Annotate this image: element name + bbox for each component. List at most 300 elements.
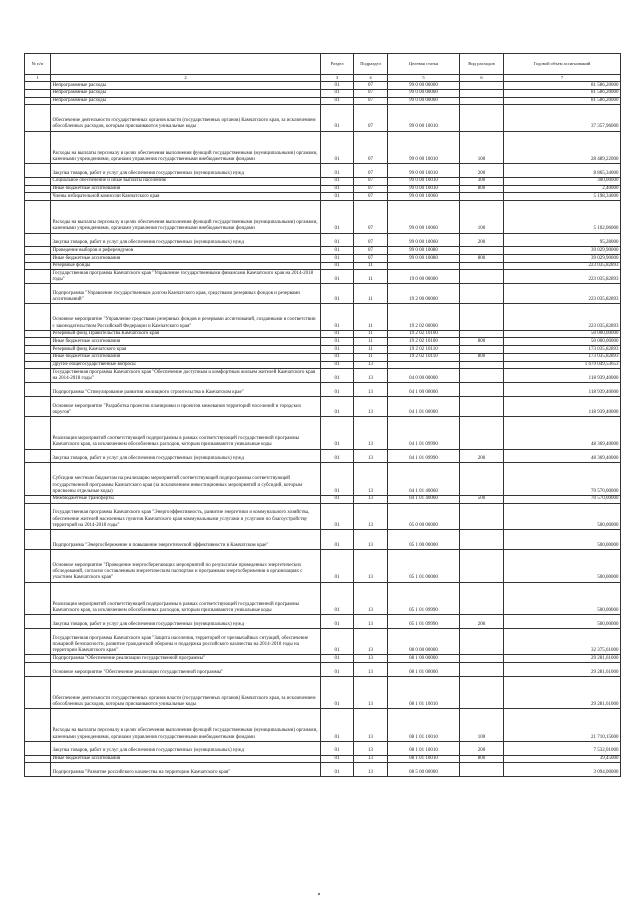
row-razdel-cell: 01: [321, 383, 354, 397]
table-row: [25, 164, 621, 178]
table-row: [25, 655, 621, 663]
row-target-article-cell: 04 1 01 00000: [388, 396, 460, 416]
row-expense-type-cell: [460, 346, 504, 354]
row-name-cell: Расходы на выплаты персоналу в целях обеспечения выполнения функций государственными (муниципальными) органами, казенными учреждениями, органами управления государственными внебюджетными фондами: [51, 201, 321, 234]
row-sum-cell: 50 000,00000: [504, 330, 621, 338]
header-name: [51, 54, 321, 75]
table-row: [25, 233, 621, 247]
row-name-cell: Резервный фонд Камчатского края: [51, 346, 321, 354]
row-target-article-cell: [388, 262, 460, 270]
row-sum-cell: 39,45000: [504, 755, 621, 763]
row-name-cell: Реализация мероприятий соответствующей подпрограммы в рамках соответствующей государственной программы Камчатского края, за исключением обособленных расходов, которым присваиваются уникальные коды: [51, 417, 321, 450]
table-row: [25, 304, 621, 330]
row-target-article-cell: 08 5 00 00000: [388, 763, 460, 777]
row-expense-type-cell: [460, 284, 504, 304]
row-num-cell: [25, 233, 51, 247]
row-razdel-cell: 01: [321, 247, 354, 255]
row-podrazdel-cell: 07: [354, 233, 388, 247]
row-razdel-cell: 01: [321, 177, 354, 185]
row-razdel-cell: 01: [321, 763, 354, 777]
row-target-article-cell: 99 0 00 10060: [388, 233, 460, 247]
row-name-cell: Подпрограмма "Энергосбережение и повышение энергетической эффективности в Камчатском крае": [51, 529, 321, 549]
row-podrazdel-cell: 11: [354, 353, 388, 361]
row-razdel-cell: 01: [321, 353, 354, 361]
row-target-article-cell: 99 0 00 10060: [388, 201, 460, 234]
row-target-article-cell: 08 1 01 10010: [388, 741, 460, 755]
row-sum-cell: 500,00000: [504, 529, 621, 549]
table-row: [25, 346, 621, 354]
row-target-article-cell: 99 0 00 00000: [388, 82, 460, 90]
row-podrazdel-cell: 07: [354, 164, 388, 178]
row-expense-type-cell: [460, 270, 504, 284]
row-razdel-cell: 01: [321, 741, 354, 755]
row-name-cell: Обеспечение деятельности государственных органов власти (государственных органов) Камчатского края, за исключением обособленных расходов, которым присваиваются уникальные коды: [51, 676, 321, 709]
row-sum-cell: 7 532,01000: [504, 741, 621, 755]
row-podrazdel-cell: 13: [354, 741, 388, 755]
row-num-cell: [25, 247, 51, 255]
row-target-article-cell: 08 1 01 00000: [388, 662, 460, 676]
row-num-cell: [25, 164, 51, 178]
row-expense-type-cell: 100: [460, 709, 504, 742]
table-row: [25, 463, 621, 496]
row-sum-cell: 81 586,20000: [504, 89, 621, 97]
row-target-article-cell: [388, 361, 460, 369]
row-num-cell: [25, 338, 51, 346]
row-num-cell: [25, 396, 51, 416]
row-name-cell: Резервные фонды: [51, 262, 321, 270]
table-row: [25, 676, 621, 709]
row-sum-cell: 5 198,34000: [504, 193, 621, 201]
row-num-cell: [25, 676, 51, 709]
row-expense-type-cell: 200: [460, 164, 504, 178]
row-expense-type-cell: [460, 529, 504, 549]
row-razdel-cell: 01: [321, 582, 354, 615]
row-num-cell: [25, 755, 51, 763]
row-expense-type-cell: [460, 330, 504, 338]
row-num-cell: [25, 105, 51, 131]
budget-table: [24, 53, 621, 777]
row-podrazdel-cell: 07: [354, 201, 388, 234]
row-sum-cell: 29 281,61000: [504, 655, 621, 663]
row-expense-type-cell: 200: [460, 615, 504, 629]
row-sum-cell: 48 369,40000: [504, 449, 621, 463]
row-podrazdel-cell: 13: [354, 676, 388, 709]
row-name-cell: Основное мероприятие "Обеспечение реализации государственной программы": [51, 662, 321, 676]
row-sum-cell: 81 586,20000: [504, 82, 621, 90]
table-row: [25, 529, 621, 549]
row-podrazdel-cell: 07: [354, 193, 388, 201]
row-sum-cell: 500,00000: [504, 582, 621, 615]
header-razdel: Раздел: [321, 54, 354, 75]
row-target-article-cell: 99 0 00 00000: [388, 97, 460, 105]
row-name-cell: Подпрограмма "Стимулирование развития жилищного строительства в Камчатском крае": [51, 383, 321, 397]
table-row: [25, 361, 621, 369]
row-target-article-cell: 19 2 02 10100: [388, 338, 460, 346]
row-expense-type-cell: [460, 655, 504, 663]
row-podrazdel-cell: 13: [354, 662, 388, 676]
row-razdel-cell: 01: [321, 131, 354, 164]
row-num-cell: [25, 582, 51, 615]
row-name-cell: Члены избирательной комиссии Камчатского края: [51, 193, 321, 201]
row-razdel-cell: 01: [321, 89, 354, 97]
row-expense-type-cell: [460, 463, 504, 496]
row-expense-type-cell: 200: [460, 741, 504, 755]
row-razdel-cell: 01: [321, 503, 354, 529]
row-target-article-cell: 05 1 01 00000: [388, 550, 460, 583]
row-podrazdel-cell: 13: [354, 655, 388, 663]
row-target-article-cell: 19 0 00 00000: [388, 270, 460, 284]
row-sum-cell: 2,40000: [504, 185, 621, 193]
row-expense-type-cell: [460, 97, 504, 105]
row-podrazdel-cell: 07: [354, 185, 388, 193]
col-number: 5: [388, 75, 460, 82]
row-expense-type-cell: [460, 369, 504, 383]
row-name-cell: Закупка товаров, работ и услуг для обеспечения государственных (муниципальных) нужд: [51, 741, 321, 755]
row-sum-cell: 32 375,61000: [504, 628, 621, 654]
row-name-cell: Расходы на выплаты персоналу в целях обеспечения выполнения функций государственными (муниципальными) органами, казенными учреждениями, органами управления государственными внебюджетными фондами: [51, 131, 321, 164]
table-row: [25, 255, 621, 263]
row-name-cell: Резервный фонд Правительства Камчатского края: [51, 330, 321, 338]
row-razdel-cell: 01: [321, 284, 354, 304]
row-num-cell: [25, 449, 51, 463]
row-expense-type-cell: [460, 105, 504, 131]
row-razdel-cell: 01: [321, 463, 354, 496]
column-number-row: [25, 75, 621, 82]
row-target-article-cell: 99 0 00 00000: [388, 89, 460, 97]
row-target-article-cell: 19 2 02 10110: [388, 353, 460, 361]
row-num-cell: [25, 495, 51, 503]
row-num-cell: [25, 503, 51, 529]
row-name-cell: Подпрограмма "Развитие российского казачества на территории Камчатского края": [51, 763, 321, 777]
row-podrazdel-cell: 07: [354, 131, 388, 164]
row-podrazdel-cell: 13: [354, 417, 388, 450]
row-num-cell: [25, 193, 51, 201]
row-sum-cell: 500,00000: [504, 503, 621, 529]
row-name-cell: Непрограммные расходы: [51, 82, 321, 90]
row-sum-cell: 70 570,00000: [504, 463, 621, 496]
row-target-article-cell: 99 0 00 10010: [388, 177, 460, 185]
table-row: [25, 369, 621, 383]
row-razdel-cell: 01: [321, 628, 354, 654]
row-name-cell: Иные бюджетные ассигнования: [51, 353, 321, 361]
row-razdel-cell: 01: [321, 255, 354, 263]
row-num-cell: [25, 82, 51, 90]
table-row: [25, 97, 621, 105]
row-expense-type-cell: [460, 503, 504, 529]
budget-table-sheet: [24, 53, 620, 777]
row-razdel-cell: 01: [321, 495, 354, 503]
row-expense-type-cell: [460, 193, 504, 201]
row-num-cell: [25, 417, 51, 450]
row-name-cell: Непрограммные расходы: [51, 89, 321, 97]
row-target-article-cell: 04 1 01 09990: [388, 417, 460, 450]
row-expense-type-cell: 200: [460, 449, 504, 463]
row-target-article-cell: 05 0 00 00000: [388, 503, 460, 529]
row-sum-cell: 223 035,82893: [504, 304, 621, 330]
row-sum-cell: 223 035,82893: [504, 270, 621, 284]
row-sum-cell: 81 586,20000: [504, 97, 621, 105]
row-num-cell: [25, 655, 51, 663]
row-num-cell: [25, 550, 51, 583]
header-annual-sum: Годовой объем ассигнований: [504, 54, 621, 75]
row-podrazdel-cell: 07: [354, 177, 388, 185]
row-name-cell: Государственная программа Камчатского края "Защита населения, территорий от чрезвычайных ситуаций, обеспечение пожарной безопасности, развитие гражданской обороны и поддержка российского казачества на 2014-2018 годы на территории Камчатского края": [51, 628, 321, 654]
row-target-article-cell: 08 1 01 10010: [388, 755, 460, 763]
row-sum-cell: 70 570,00000: [504, 495, 621, 503]
row-razdel-cell: 01: [321, 529, 354, 549]
row-name-cell: Межбюджетные трансферты: [51, 495, 321, 503]
col-number: 1: [25, 75, 51, 82]
row-sum-cell: 37 357,96000: [504, 105, 621, 131]
row-podrazdel-cell: 13: [354, 396, 388, 416]
row-razdel-cell: 01: [321, 304, 354, 330]
table-row: [25, 449, 621, 463]
row-expense-type-cell: [460, 582, 504, 615]
row-sum-cell: 8 865,34000: [504, 164, 621, 178]
table-row: [25, 185, 621, 193]
row-target-article-cell: 08 0 00 00000: [388, 628, 460, 654]
row-num-cell: [25, 284, 51, 304]
row-razdel-cell: 01: [321, 709, 354, 742]
table-body: [25, 82, 621, 777]
row-name-cell: Закупка товаров, работ и услуг для обеспечения государственных (муниципальных) нужд: [51, 449, 321, 463]
table-row: [25, 262, 621, 270]
row-expense-type-cell: [460, 662, 504, 676]
row-podrazdel-cell: 11: [354, 270, 388, 284]
row-sum-cell: 39 029,90000: [504, 255, 621, 263]
row-name-cell: Расходы на выплаты персоналу в целях обеспечения выполнения функций государственными (муниципальными) органами, казенными учреждениями, органами управления государственными внебюджетными фондами: [51, 709, 321, 742]
row-expense-type-cell: [460, 676, 504, 709]
table-row: [25, 177, 621, 185]
row-podrazdel-cell: 13: [354, 628, 388, 654]
header-num: № п/п: [25, 54, 51, 75]
row-expense-type-cell: [460, 304, 504, 330]
table-row: [25, 755, 621, 763]
row-target-article-cell: 04 1 01 40060: [388, 463, 460, 496]
table-row: [25, 628, 621, 654]
row-target-article-cell: 04 1 01 40060: [388, 495, 460, 503]
page-dot: [318, 893, 320, 895]
table-row: [25, 615, 621, 629]
row-target-article-cell: 05 1 01 09990: [388, 615, 460, 629]
row-name-cell: Иные бюджетные ассигнования: [51, 338, 321, 346]
row-num-cell: [25, 353, 51, 361]
row-podrazdel-cell: 13: [354, 463, 388, 496]
row-podrazdel-cell: 07: [354, 82, 388, 90]
row-num-cell: [25, 270, 51, 284]
row-sum-cell: 21 710,15000: [504, 709, 621, 742]
table-row: [25, 270, 621, 284]
row-expense-type-cell: [460, 396, 504, 416]
row-num-cell: [25, 330, 51, 338]
row-expense-type-cell: [460, 82, 504, 90]
row-razdel-cell: 01: [321, 193, 354, 201]
table-row: [25, 495, 621, 503]
row-podrazdel-cell: 11: [354, 330, 388, 338]
row-num-cell: [25, 97, 51, 105]
row-num-cell: [25, 89, 51, 97]
row-name-cell: Основное мероприятие "Разработка проектов планировки и проектов межевания территорий поселений и городских округов": [51, 396, 321, 416]
row-razdel-cell: 01: [321, 82, 354, 90]
row-target-article-cell: 05 1 01 09990: [388, 582, 460, 615]
table-row: [25, 709, 621, 742]
row-expense-type-cell: 100: [460, 201, 504, 234]
row-name-cell: Основное мероприятие "Проведение энергосберегающих мероприятий по результатам проведенных энергетических обследований, согласно составленным энергетическим паспортам и программам энергосбережения в организациях с участием Камчатского края": [51, 550, 321, 583]
table-row: [25, 82, 621, 90]
row-num-cell: [25, 709, 51, 742]
row-name-cell: Закупка товаров, работ и услуг для обеспечения государственных (муниципальных) нужд: [51, 615, 321, 629]
row-razdel-cell: 01: [321, 330, 354, 338]
header-expense-type: Вид расходов: [460, 54, 504, 75]
table-row: [25, 338, 621, 346]
row-target-article-cell: 08 1 00 00000: [388, 655, 460, 663]
row-num-cell: [25, 763, 51, 777]
row-name-cell: Социальное обеспечение и иные выплаты населению: [51, 177, 321, 185]
row-podrazdel-cell: 13: [354, 361, 388, 369]
row-sum-cell: 500,00000: [504, 615, 621, 629]
header-target-article: Целевая статья: [388, 54, 460, 75]
row-razdel-cell: 01: [321, 361, 354, 369]
col-number: 2: [51, 75, 321, 82]
row-num-cell: [25, 463, 51, 496]
row-podrazdel-cell: 07: [354, 97, 388, 105]
table-row: [25, 503, 621, 529]
row-target-article-cell: 04 1 00 00000: [388, 383, 460, 397]
row-name-cell: Закупка товаров, работ и услуг для обеспечения государственных (муниципальных) нужд: [51, 164, 321, 178]
row-podrazdel-cell: 13: [354, 503, 388, 529]
row-sum-cell: 5 102,06000: [504, 201, 621, 234]
row-sum-cell: 29 281,61000: [504, 662, 621, 676]
row-expense-type-cell: 100: [460, 131, 504, 164]
row-podrazdel-cell: 13: [354, 709, 388, 742]
row-podrazdel-cell: 13: [354, 495, 388, 503]
row-expense-type-cell: [460, 383, 504, 397]
row-expense-type-cell: 300: [460, 177, 504, 185]
row-name-cell: Закупка товаров, работ и услуг для обеспечения государственных (муниципальных) нужд: [51, 233, 321, 247]
row-num-cell: [25, 369, 51, 383]
col-number: 6: [460, 75, 504, 82]
row-num-cell: [25, 383, 51, 397]
row-sum-cell: 118 939,40000: [504, 396, 621, 416]
row-expense-type-cell: [460, 763, 504, 777]
row-name-cell: Иные бюджетные ассигнования: [51, 755, 321, 763]
row-name-cell: Основное мероприятие "Управление средствами резервных фондов и резервами ассигнований, созданными в соответствии с законодательством Российской Федерации и Камчатского края": [51, 304, 321, 330]
row-name-cell: Иные бюджетные ассигнования: [51, 185, 321, 193]
col-number: 4: [354, 75, 388, 82]
table-row: [25, 193, 621, 201]
table-row: [25, 550, 621, 583]
table-header-row: [25, 54, 621, 75]
row-target-article-cell: 99 0 00 10010: [388, 105, 460, 131]
row-razdel-cell: 01: [321, 396, 354, 416]
row-podrazdel-cell: 13: [354, 529, 388, 549]
row-name-cell: Проведение выборов и референдумов: [51, 247, 321, 255]
row-sum-cell: 39 029,90000: [504, 247, 621, 255]
row-num-cell: [25, 262, 51, 270]
row-num-cell: [25, 185, 51, 193]
table-row: [25, 417, 621, 450]
row-podrazdel-cell: 13: [354, 615, 388, 629]
row-razdel-cell: 01: [321, 655, 354, 663]
row-sum-cell: 300,00000: [504, 177, 621, 185]
row-target-article-cell: 99 0 00 10010: [388, 131, 460, 164]
row-razdel-cell: 01: [321, 615, 354, 629]
row-razdel-cell: 01: [321, 105, 354, 131]
row-podrazdel-cell: 11: [354, 262, 388, 270]
row-num-cell: [25, 615, 51, 629]
row-target-article-cell: 19 2 02 10100: [388, 330, 460, 338]
row-name-cell: Непрограммные расходы: [51, 97, 321, 105]
row-expense-type-cell: 800: [460, 185, 504, 193]
table-row: [25, 662, 621, 676]
row-razdel-cell: 01: [321, 676, 354, 709]
row-expense-type-cell: [460, 262, 504, 270]
header-podrazdel: Подраздел: [354, 54, 388, 75]
row-num-cell: [25, 662, 51, 676]
row-sum-cell: 223 035,82893: [504, 262, 621, 270]
table-row: [25, 201, 621, 234]
row-razdel-cell: 01: [321, 369, 354, 383]
row-podrazdel-cell: 07: [354, 89, 388, 97]
row-num-cell: [25, 361, 51, 369]
row-razdel-cell: 01: [321, 201, 354, 234]
table-row: [25, 131, 621, 164]
table-row: [25, 247, 621, 255]
row-num-cell: [25, 304, 51, 330]
row-razdel-cell: 01: [321, 185, 354, 193]
row-num-cell: [25, 346, 51, 354]
row-podrazdel-cell: 13: [354, 550, 388, 583]
row-razdel-cell: 01: [321, 338, 354, 346]
row-razdel-cell: 01: [321, 97, 354, 105]
row-sum-cell: 118 939,40000: [504, 369, 621, 383]
row-num-cell: [25, 201, 51, 234]
row-name-cell: Обеспечение деятельности государственных органов власти (государственных органов) Камчатского края, за исключением обособленных расходов, которым присваиваются уникальные коды: [51, 105, 321, 131]
row-razdel-cell: 01: [321, 662, 354, 676]
row-expense-type-cell: 800: [460, 755, 504, 763]
row-target-article-cell: 08 1 01 10010: [388, 676, 460, 709]
row-podrazdel-cell: 13: [354, 763, 388, 777]
row-target-article-cell: 05 1 00 00000: [388, 529, 460, 549]
row-podrazdel-cell: 11: [354, 346, 388, 354]
row-num-cell: [25, 255, 51, 263]
row-name-cell: Субсидии местным бюджетам на реализацию мероприятий соответствующей подпрограммы соответствующей государственной программы Камчатского края (за исключением инвестиционных мероприятий и субсидий, которым присвоены отдельные коды): [51, 463, 321, 496]
row-name-cell: Государственная программа Камчатского края "Энергоэффективность, развитие энергетики и коммунального хозяйства, обеспечение жителей населенных пунктов Камчатского края коммунальными услугами и услугами по благоустройству территорий на 2014-2018 годы": [51, 503, 321, 529]
row-num-cell: [25, 741, 51, 755]
table-row: [25, 763, 621, 777]
row-razdel-cell: 01: [321, 164, 354, 178]
row-name-cell: Подпрограмма "Обеспечение реализации государственной программы": [51, 655, 321, 663]
row-target-article-cell: 99 0 00 10080: [388, 247, 460, 255]
row-target-article-cell: 04 0 00 00000: [388, 369, 460, 383]
row-num-cell: [25, 131, 51, 164]
row-expense-type-cell: [460, 361, 504, 369]
table-row: [25, 284, 621, 304]
table-row: [25, 741, 621, 755]
row-podrazdel-cell: 13: [354, 383, 388, 397]
row-razdel-cell: 01: [321, 262, 354, 270]
row-name-cell: Иные бюджетные ассигнования: [51, 255, 321, 263]
row-razdel-cell: 01: [321, 270, 354, 284]
row-podrazdel-cell: 07: [354, 105, 388, 131]
row-num-cell: [25, 529, 51, 549]
table-row: [25, 383, 621, 397]
row-razdel-cell: 01: [321, 346, 354, 354]
table-row: [25, 330, 621, 338]
row-expense-type-cell: 800: [460, 255, 504, 263]
row-podrazdel-cell: 11: [354, 338, 388, 346]
table-row: [25, 89, 621, 97]
